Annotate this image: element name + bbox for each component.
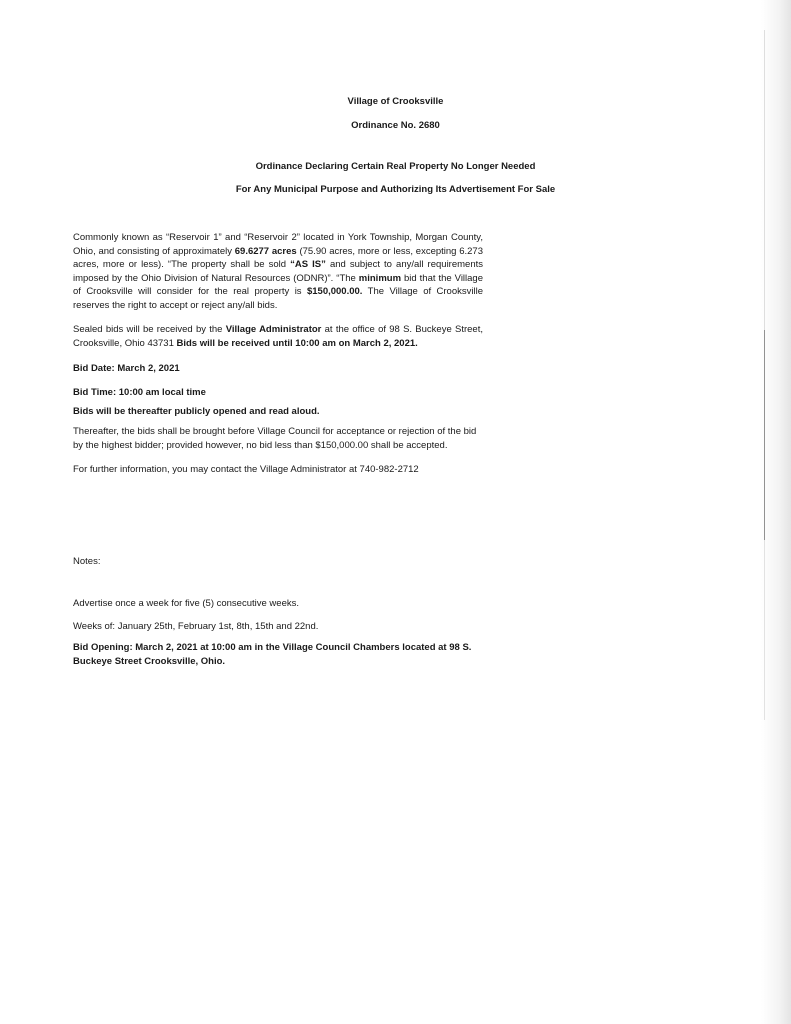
ordinance-title-line-2: For Any Municipal Purpose and Authorizing Its Advertisement For Sale: [235, 184, 556, 195]
text-run: bid that the Village of Crooksville will consider for the real property is: [73, 272, 483, 298]
bid-time: Bid Time: 10:00 am local time: [73, 387, 206, 398]
advertise-note: Advertise once a week for five (5) consecutive weeks.: [73, 598, 299, 609]
minimum-price: $150,000.00.: [306, 286, 363, 298]
bid-date: Bid Date: March 2, 2021: [73, 363, 180, 374]
ordinance-number: Ordinance No. 2680: [351, 120, 440, 131]
notes-label: Notes:: [73, 556, 101, 567]
property-description-paragraph: [73, 231, 483, 313]
text-run: Commonly known as “Reservoir 1” and “Reservoir 2” located in York Township, Morgan County, Ohio, and consisting of approximately: [73, 232, 483, 257]
acreage: 69.6277 acres: [234, 245, 297, 257]
text-run: The Village of Crooksville reserves the right to accept or reject any/all bids.: [73, 286, 483, 311]
village-heading: Village of Crooksville: [347, 96, 444, 107]
bid-deadline: Bids will be received until 10:00 am on March 2, 2021.: [176, 337, 418, 349]
text-run: (75.90 acres, more or less, excepting 6.273 acres, more or less). “The property shall be sold: [73, 245, 484, 271]
text-run: at the office of 98 S. Buckeye Street, Crooksville, Ohio 43731: [73, 324, 483, 349]
sealed-bids-paragraph: [73, 323, 483, 350]
bid-opening-note: Bid Opening: March 2, 2021 at 10:00 am in the Village Council Chambers located at 98 S. Buckeye Street Crooksville, Ohio.: [73, 642, 472, 667]
text-run: Sealed bids will be received by the: [73, 324, 226, 335]
minimum-term: minimum: [358, 272, 402, 284]
ordinance-title-line-1: Ordinance Declaring Certain Real Property No Longer Needed: [255, 161, 536, 172]
acceptance-paragraph: Thereafter, the bids shall be brought before Village Council for acceptance or rejection of the bid by the highest bidder; provided however, no bid less than $150,000.00 shall be accepted.: [73, 426, 477, 451]
contact-paragraph: For further information, you may contact the Village Administrator at 740-982-2712: [73, 464, 419, 475]
text-run: and subject to any/all requirements imposed by the Ohio Division of Natural Resources (ODNR)”. “The: [73, 259, 483, 284]
bids-opened-statement: Bids will be thereafter publicly opened and read aloud.: [73, 406, 320, 417]
village-administrator: Village Administrator: [225, 324, 322, 335]
weeks-note: Weeks of: January 25th, February 1st, 8th, 15th and 22nd.: [73, 621, 319, 632]
as-is-term: “AS IS”: [290, 259, 326, 271]
